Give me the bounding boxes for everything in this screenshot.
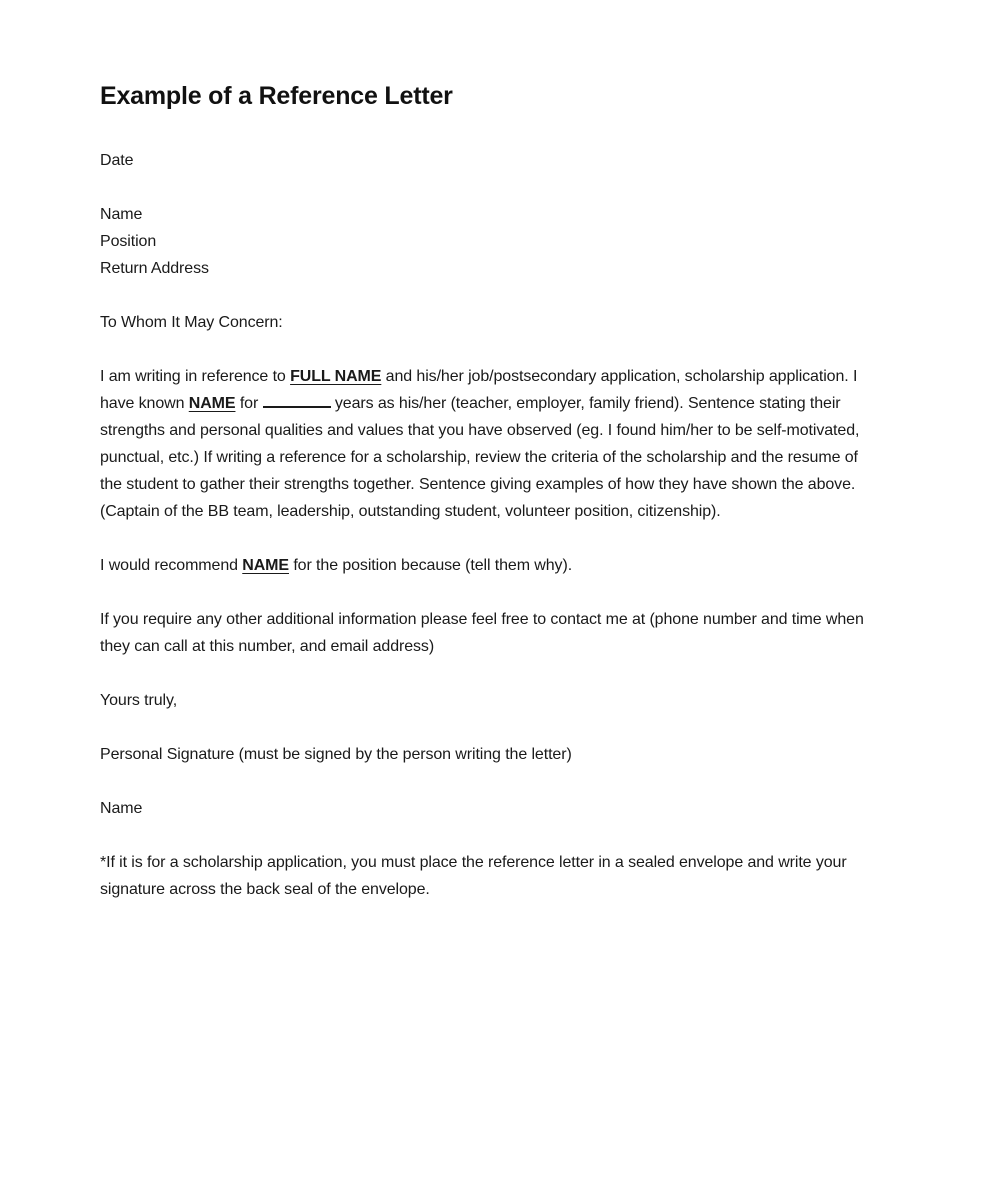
body-text-2: and his/her job/postsecondary application, scholarship application. I have known <box>100 368 858 412</box>
date-block <box>100 147 880 174</box>
recommend-paragraph <box>100 552 880 579</box>
signer-name: Name <box>100 800 143 817</box>
body-text-3: for <box>235 395 263 412</box>
footnote: *If it is for a scholarship application, you must place the reference letter in a sealed envelope and write your signature across the back seal of the envelope. <box>100 854 847 898</box>
full-name-placeholder: FULL NAME <box>290 368 382 385</box>
years-blank <box>263 392 331 408</box>
closing: Yours truly, <box>100 692 178 709</box>
recommend-name-placeholder: NAME <box>242 557 289 574</box>
contact-paragraph: If you require any other additional information please feel free to contact me at (phone number and time when they can call at this number, and email address) <box>100 611 864 655</box>
body-text-4: years as his/her (teacher, employer, family friend). Sentence stating their strengths and personal qualities and values that you have observed (eg. I found him/her to be self-motivated, punctual, etc.) If writing a reference for a scholarship, review the criteria of the scholarship and the resume of the student to gather their strengths together. Sentence giving examples of how they have shown the above. (Captain of the BB team, leadership, outstanding student, volunteer position, citizenship). <box>100 395 860 520</box>
return-address: Return Address <box>100 260 209 277</box>
name-placeholder: NAME <box>188 395 236 412</box>
recommend-text-2: for the position because (tell them why). <box>288 557 573 574</box>
recipient-name: Name <box>100 206 143 223</box>
body-text-1: I am writing in reference to <box>100 368 291 385</box>
date-line: Date <box>100 152 134 169</box>
document-title: Example of a Reference Letter <box>100 82 453 110</box>
recommend-text-1: I would recommend <box>100 557 243 574</box>
address-block <box>100 201 880 282</box>
letter-body <box>100 82 880 930</box>
body-paragraph <box>100 363 880 525</box>
recipient-position: Position <box>100 233 157 250</box>
signature-line: Personal Signature (must be signed by the person writing the letter) <box>100 746 572 763</box>
salutation: To Whom It May Concern: <box>100 314 283 331</box>
